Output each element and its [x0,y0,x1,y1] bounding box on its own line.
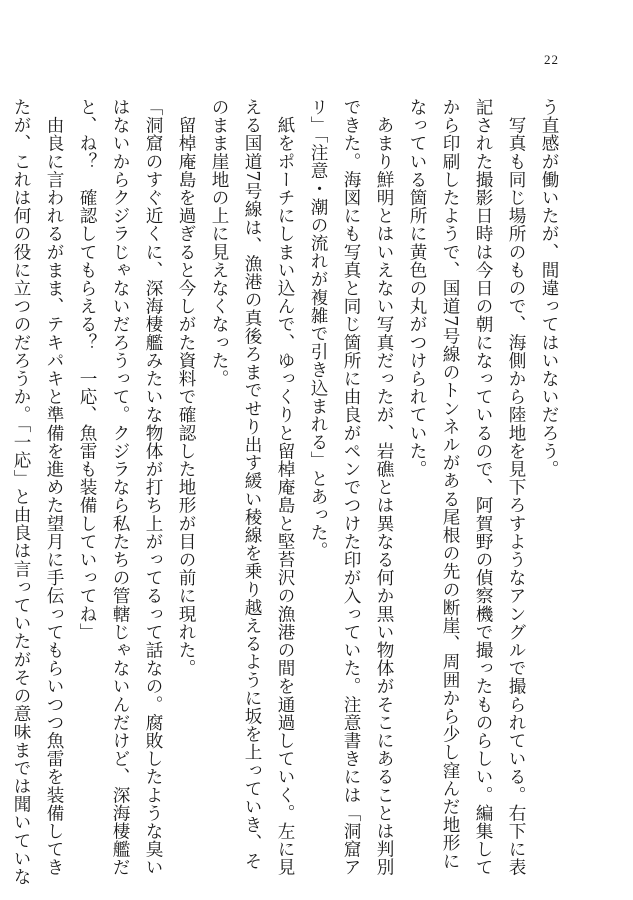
text-line: たが、これは何の役に立つのだろうか。「一応」と由良は言っていたがその意味までは聞いていな [11,98,31,886]
text-line: 記された撮影日時は今日の朝になっているので、阿賀野の偵察機で撮ったものらしい。編集して [473,98,493,877]
text-line: なっている箇所に黄色の丸がつけられていた。 [407,98,427,479]
text-line: はないからクジラじゃないだろうって。クジラなら私たちの管轄じゃないんだけど、深海棲艦だ [110,98,130,877]
text-line: できた。海図にも写真と同じ箇所に由良がペンでつけた印が入っていた。注意書きには「洞窟ア [341,98,361,877]
text-line: から印刷したようで、国道7号線のトンネルがある尾根の先の断崖、周囲から少し窪んだ地形に [440,98,460,870]
text-line: あまり鮮明とはいえない写真だったが、岩礁とは異なる何か黒い物体がそこにあることは判別 [374,98,394,877]
text-line: 由良に言われるがまま、テキパキと準備を進めた望月に手伝ってもらいつつ魚雷を装備してき [44,98,64,877]
text-line: 留棹庵島を過ぎると今しがた資料で確認した地形が目の前に現れた。 [176,98,196,678]
text-line: と、ね？ 確認してもらえる？ 一応、魚雷も装備していってね」 [77,98,97,641]
text-line: 紙をポーチにしまい込んで、ゆっくりと留棹庵島と堅苔沢の漁港の間を通過していく。左に見 [275,98,295,877]
text-line: える国道7号線は、漁港の真後ろまでせり出す緩い稜線を乗り越えるように坂を上っていき、そ [242,98,262,870]
text-line: 「洞窟のすぐ近くに、深海棲艦みたいな物体が打ち上がってるって話なの。腐敗したような臭い [143,98,163,877]
text-line: う直感が働いたが、間違ってはいないだろう。 [539,98,559,479]
text-line: リ」「注意・潮の流れが複雑で引き込まれる」とあった。 [308,98,328,560]
text-line: のまま崖地の上に見えなくなった。 [209,98,229,388]
body-text [11,98,565,886]
text-line: 写真も同じ場所のもので、海側から陸地を見下ろすようなアングルで撮られている。右下に表 [506,98,526,877]
page-number: 22 [544,52,559,67]
